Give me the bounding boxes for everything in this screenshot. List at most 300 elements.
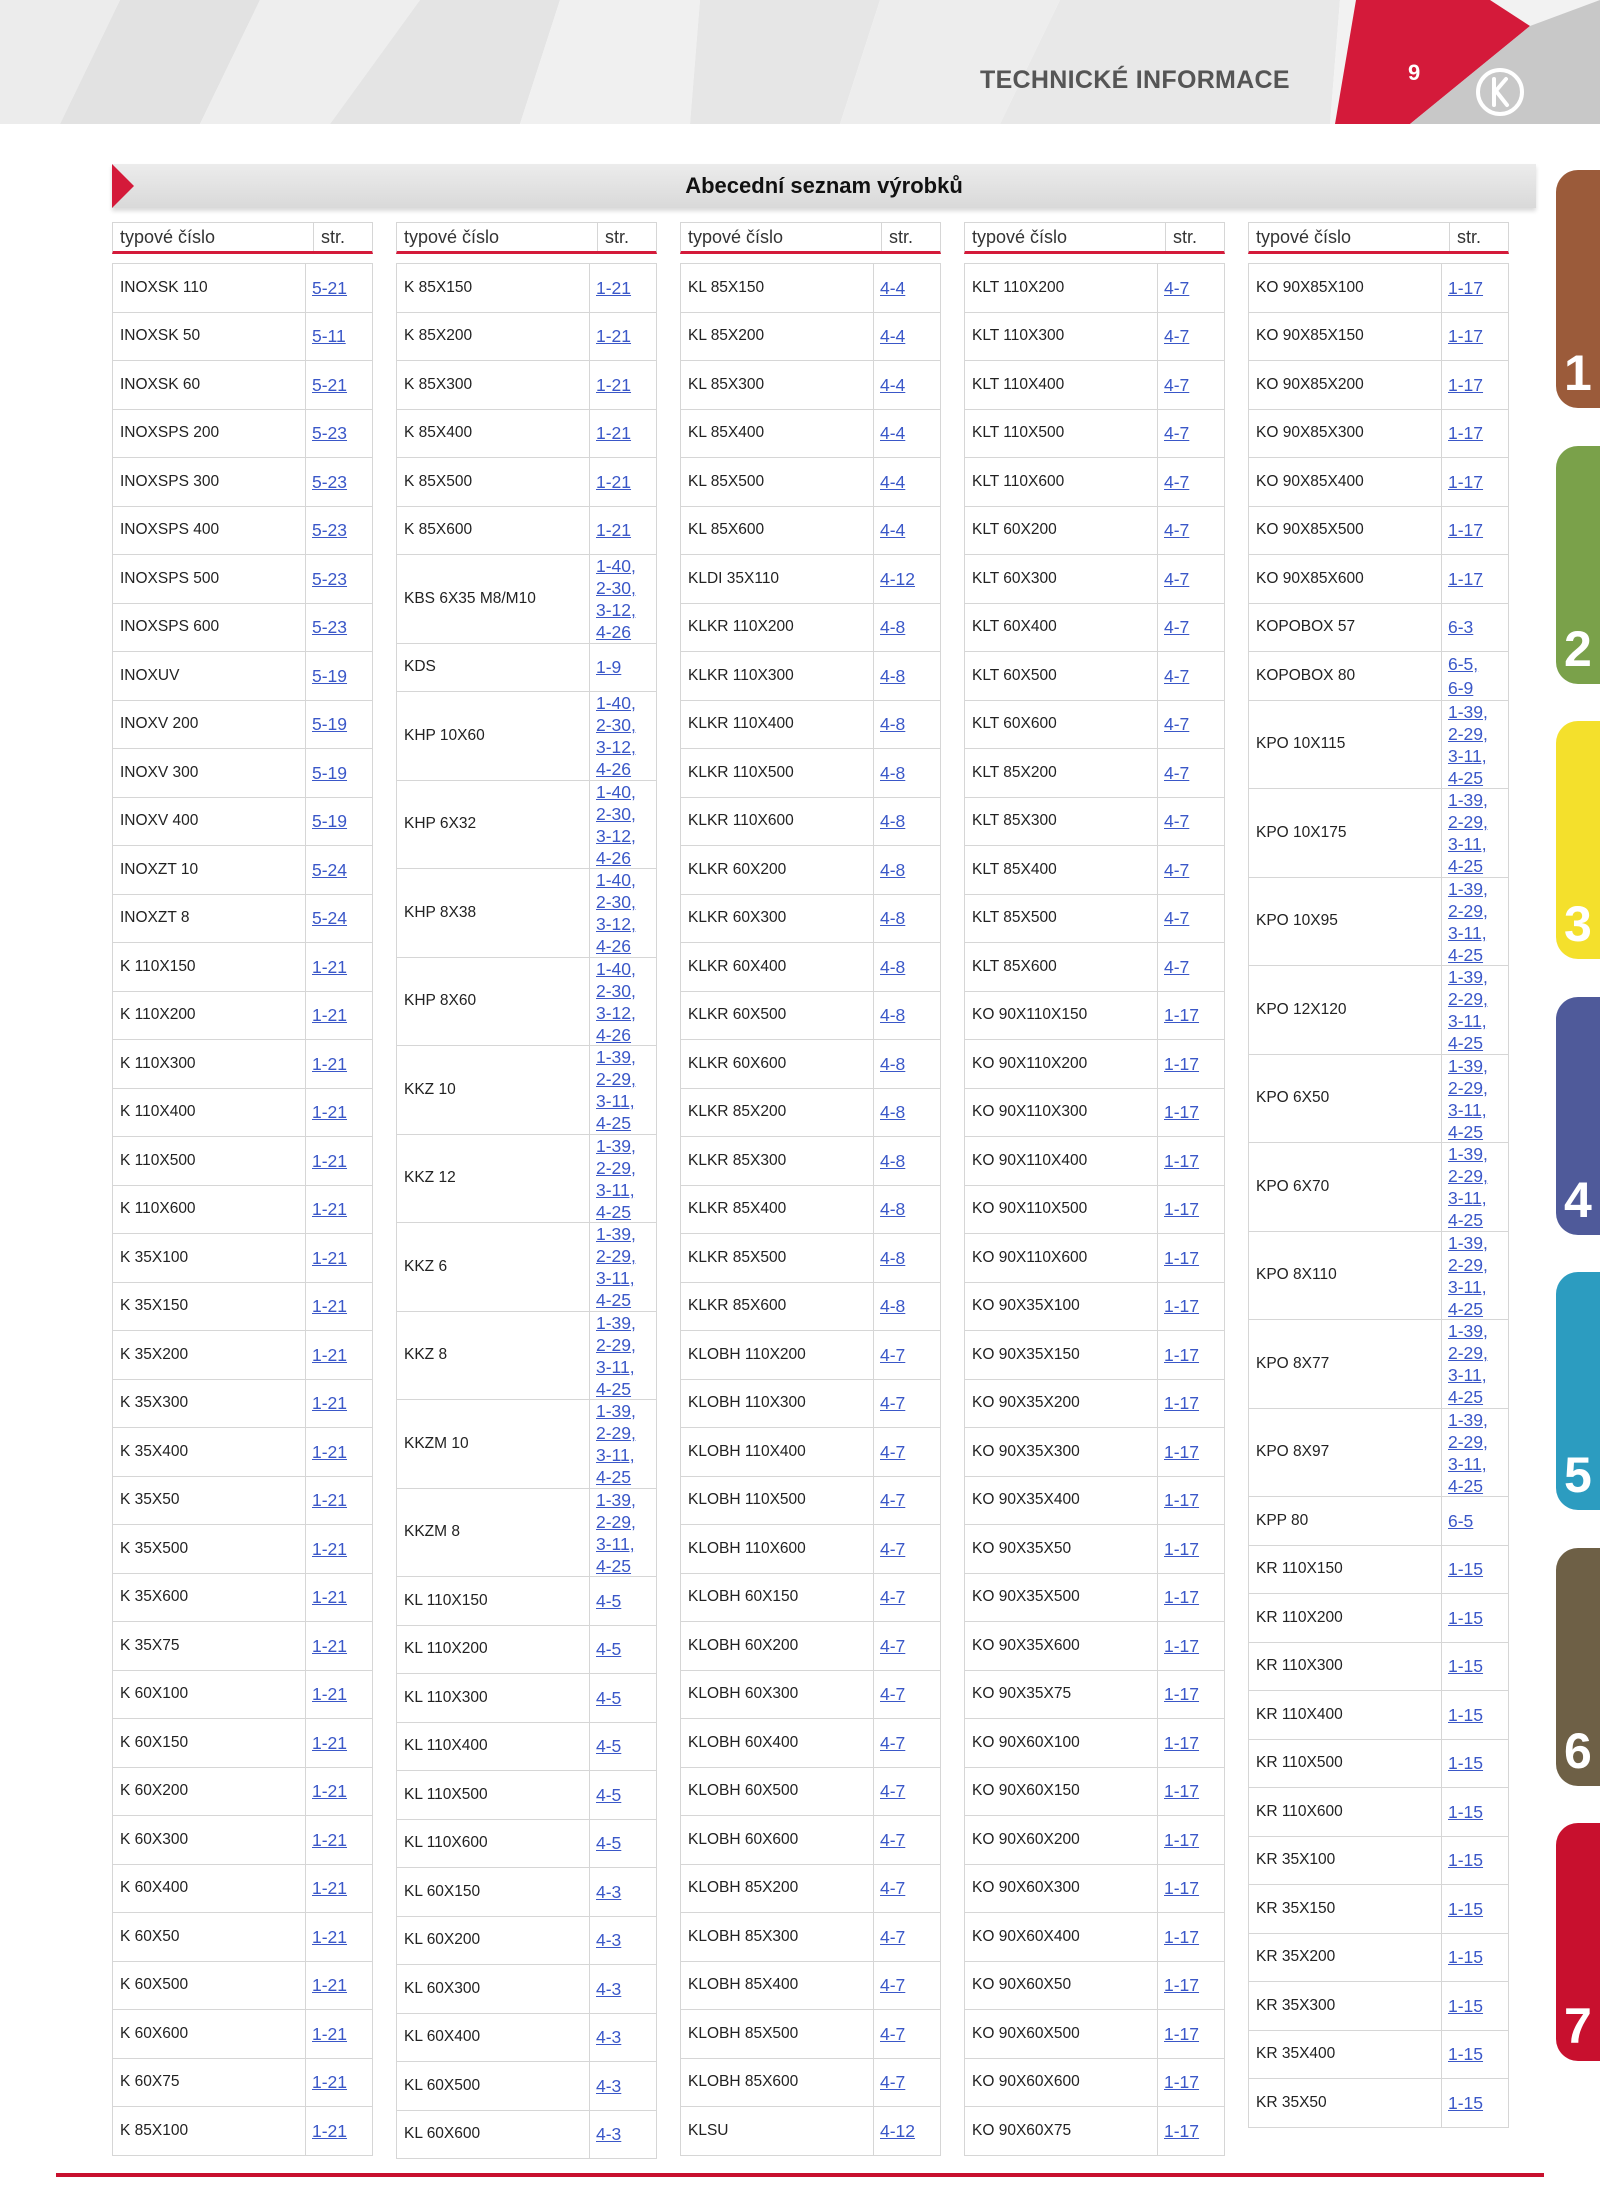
page-reference-link[interactable]: 4-8 [880,665,906,686]
page-reference-link[interactable]: 1-21 [312,1975,348,1996]
page-reference-link[interactable]: 1-21 [312,1878,348,1899]
page-reference-link[interactable]: 1-17 [1164,1732,1200,1753]
product-code: KLKR 85X200 [681,1089,874,1137]
page-reference-link[interactable]: 1-21 [312,1102,348,1123]
table-row [680,1380,941,1429]
table-row [680,555,941,604]
product-list [396,263,657,2159]
page-reference-link[interactable]: 4-7 [1164,908,1190,929]
page-reference-link[interactable]: 1-39, 2-29, 3-11, 4-25 [596,1224,636,1311]
column-header [1248,222,1509,254]
header-page-label: str. [321,227,346,247]
page-reference-link[interactable]: 1-15 [1448,1995,1484,2016]
page-reference-link[interactable]: 5-21 [312,277,348,298]
page-reference-link[interactable]: 1-21 [312,1587,348,1608]
table-row [964,1331,1225,1380]
page-reference-link[interactable]: 4-7 [1164,617,1190,638]
page-reference-link[interactable]: 1-21 [596,326,632,347]
page-reference-link[interactable]: 4-8 [880,859,906,880]
table-row [112,1865,373,1914]
page-reference-link[interactable]: 4-7 [880,1732,906,1753]
product-code: KPP 80 [1249,1497,1442,1545]
side-tab-1[interactable] [1556,170,1600,408]
product-code: K 35X400 [113,1428,306,1476]
product-code: KLOBH 85X500 [681,2010,874,2058]
page-reference-link[interactable]: 4-8 [880,1247,906,1268]
table-row [964,2010,1225,2059]
page-reference-link[interactable]: 1-39, 2-29, 3-11, 4-25 [1448,967,1488,1054]
page-reference-link[interactable]: 1-17 [1164,1587,1200,1608]
page-reference-link[interactable]: 4-3 [596,2075,622,2096]
page-reference-link[interactable]: 1-39, 2-29, 3-11, 4-25 [596,1401,636,1488]
product-code: KPO 6X50 [1249,1055,1442,1143]
page-reference-link[interactable]: 1-39, 2-29, 3-11, 4-25 [1448,1144,1488,1231]
table-row [964,1962,1225,2011]
product-code: K 60X600 [113,2010,306,2058]
page-reference-link[interactable]: 4-8 [880,1296,906,1317]
page-reference-link[interactable]: 4-7 [880,1393,906,1414]
side-tab-5[interactable] [1556,1272,1600,1510]
page-reference-link[interactable]: 4-7 [1164,326,1190,347]
product-code: KO 90X35X400 [965,1477,1158,1525]
page-reference-link[interactable]: 1-15 [1448,1947,1484,1968]
product-code: KO 90X110X600 [965,1234,1158,1282]
page-reference-link[interactable]: 1-17 [1164,1441,1200,1462]
page-reference-link[interactable]: 1-39, 2-29, 3-11, 4-25 [1448,701,1488,788]
table-row [964,1380,1225,1429]
product-code: KR 35X300 [1249,1982,1442,2030]
column-header [680,222,941,254]
table-row [680,1234,941,1283]
page-reference-link[interactable]: 1-40, 2-30, 3-12, 4-26 [596,781,636,868]
page-reference-link[interactable]: 1-21 [312,1441,348,1462]
page-reference-link[interactable]: 4-3 [596,1930,622,1951]
page-reference-link[interactable]: 4-5 [596,1736,622,1757]
product-code: KLT 110X200 [965,264,1158,312]
product-code: KO 90X60X50 [965,1962,1158,2010]
page-reference-link[interactable]: 5-24 [312,859,348,880]
table-row [680,652,941,701]
product-code: KLKR 110X300 [681,652,874,700]
page-reference-link[interactable]: 1-15 [1448,1607,1484,1628]
page-reference-link[interactable]: 4-7 [880,1587,906,1608]
page-reference-link[interactable]: 4-12 [880,2120,916,2141]
page-reference-link[interactable]: 1-15 [1448,1704,1484,1725]
page-reference-link[interactable]: 1-17 [1164,1926,1200,1947]
page-reference-link[interactable]: 4-3 [596,2027,622,2048]
table-row [964,264,1225,313]
product-code: KLOBH 85X400 [681,1962,874,2010]
page-reference-link[interactable]: 1-9 [596,657,622,678]
product-code: INOXSPS 200 [113,410,306,458]
table-row [396,869,657,958]
page-reference-link[interactable]: 1-17 [1164,2120,1200,2141]
page-reference-link[interactable]: 1-15 [1448,2092,1484,2113]
page-reference-link[interactable]: 1-17 [1164,1635,1200,1656]
table-row [1248,1788,1509,1837]
product-code: KR 110X600 [1249,1788,1442,1836]
page-reference-link[interactable]: 1-17 [1164,1829,1200,1850]
product-code: KLKR 110X200 [681,604,874,652]
page-reference-link[interactable]: 4-7 [880,1975,906,1996]
page-reference-link[interactable]: 1-21 [312,2072,348,2093]
page-reference-link[interactable]: 4-7 [880,1926,906,1947]
page-reference-link[interactable]: 1-39, 2-29, 3-11, 4-25 [596,1047,636,1134]
header-background [0,0,1600,124]
page-reference-link[interactable]: 1-21 [312,1296,348,1317]
page-reference-link[interactable]: 4-4 [880,277,906,298]
page-reference-link[interactable]: 1-15 [1448,1753,1484,1774]
page-reference-link[interactable]: 4-8 [880,1150,906,1171]
page-reference-link[interactable]: 1-15 [1448,1850,1484,1871]
page-reference-link[interactable]: 1-39, 2-29, 3-11, 4-25 [1448,1055,1488,1142]
side-tab-3[interactable] [1556,721,1600,959]
page-reference-link[interactable]: 6-5 [1448,1510,1474,1531]
product-code: KO 90X85X300 [1249,410,1442,458]
page-reference-link[interactable]: 1-21 [312,1344,348,1365]
table-row [396,410,657,459]
page-reference-link[interactable]: 1-21 [312,2023,348,2044]
product-code: KKZM 8 [397,1489,590,1577]
table-row [396,644,657,693]
table-row [680,992,941,1041]
page-reference-link[interactable]: 4-7 [880,1878,906,1899]
page-reference-link[interactable]: 6-5, 6-9 [1448,654,1479,699]
page-reference-link[interactable]: 4-7 [1164,762,1190,783]
table-row [1248,1837,1509,1886]
page-reference-link[interactable]: 4-7 [1164,665,1190,686]
page-reference-link[interactable]: 1-15 [1448,1559,1484,1580]
product-code: KLT 85X400 [965,846,1158,894]
page-reference-link[interactable]: 1-17 [1164,1878,1200,1899]
page-reference-link[interactable]: 5-19 [312,665,348,686]
page-reference-link[interactable]: 1-17 [1448,277,1484,298]
table-row [964,313,1225,362]
page-reference-link[interactable]: 1-21 [596,471,632,492]
product-code: K 60X150 [113,1719,306,1767]
table-row [396,1626,657,1675]
product-code: KL 85X300 [681,361,874,409]
page-reference-link[interactable]: 1-21 [312,1490,348,1511]
page-reference-link[interactable]: 1-17 [1448,374,1484,395]
table-row [1248,1643,1509,1692]
page-reference-link[interactable]: 4-7 [880,1829,906,1850]
product-code: KLKR 85X500 [681,1234,874,1282]
page-reference-link[interactable]: 4-7 [880,1538,906,1559]
page-reference-link[interactable]: 1-17 [1164,1975,1200,1996]
product-code: KO 90X35X200 [965,1380,1158,1428]
page-reference-link[interactable]: 1-21 [312,1247,348,1268]
page-reference-link[interactable]: 1-17 [1164,1684,1200,1705]
page-reference-link[interactable]: 5-23 [312,568,348,589]
page-reference-link[interactable]: 1-15 [1448,2044,1484,2065]
product-code: KL 110X200 [397,1626,590,1674]
product-code: KL 60X150 [397,1868,590,1916]
product-code: KR 110X300 [1249,1643,1442,1691]
page-reference-link[interactable]: 1-39, 2-29, 3-11, 4-25 [1448,1232,1488,1319]
product-code: KO 90X60X75 [965,2107,1158,2155]
table-row [964,1234,1225,1283]
page-reference-link[interactable]: 4-7 [880,1635,906,1656]
page-reference-link[interactable]: 4-7 [1164,374,1190,395]
table-row [112,604,373,653]
page-reference-link[interactable]: 5-23 [312,423,348,444]
page-reference-link[interactable]: 6-3 [1448,617,1474,638]
page-reference-link[interactable]: 1-17 [1164,1296,1200,1317]
page-reference-link[interactable]: 4-7 [1164,714,1190,735]
page-reference-link[interactable]: 1-21 [312,2120,348,2141]
page-reference-link[interactable]: 4-8 [880,1005,906,1026]
page-reference-link[interactable]: 1-40, 2-30, 3-12, 4-26 [596,958,636,1045]
page-reference-link[interactable]: 4-8 [880,956,906,977]
side-tab-7[interactable] [1556,1823,1600,2061]
product-code: KLT 110X400 [965,361,1158,409]
table-row [964,1671,1225,1720]
page-reference-link[interactable]: 4-7 [880,1684,906,1705]
product-code: K 35X75 [113,1622,306,1670]
table-row [1248,1885,1509,1934]
product-code: KO 90X60X200 [965,1816,1158,1864]
page-reference-link[interactable]: 4-8 [880,908,906,929]
page-reference-link[interactable]: 4-4 [880,423,906,444]
table-row [680,604,941,653]
product-code: KHP 6X32 [397,781,590,869]
page-reference-link[interactable]: 5-19 [312,714,348,735]
table-row [112,2107,373,2156]
product-code: INOXSK 110 [113,264,306,312]
page-reference-link[interactable]: 1-17 [1164,1247,1200,1268]
page-reference-link[interactable]: 4-7 [1164,277,1190,298]
page-reference-link[interactable]: 1-17 [1164,1053,1200,1074]
product-code: KLOBH 60X300 [681,1671,874,1719]
page-reference-link[interactable]: 1-39, 2-29, 3-11, 4-25 [596,1489,636,1576]
page-reference-link[interactable]: 4-3 [596,1978,622,1999]
page-reference-link[interactable]: 1-21 [596,277,632,298]
page-reference-link[interactable]: 1-39, 2-29, 3-11, 4-25 [596,1135,636,1222]
product-code: KL 60X600 [397,2111,590,2159]
column-header [112,222,373,254]
page-reference-link[interactable]: 4-8 [880,714,906,735]
page-reference-link[interactable]: 5-23 [312,520,348,541]
product-code: KLKR 60X500 [681,992,874,1040]
product-code: KL 110X400 [397,1723,590,1771]
page-reference-link[interactable]: 1-21 [312,956,348,977]
table-row [964,1428,1225,1477]
page-reference-link[interactable]: 1-21 [312,1538,348,1559]
page-reference-link[interactable]: 1-21 [312,1829,348,1850]
product-code: KR 110X200 [1249,1594,1442,1642]
page-reference-link[interactable]: 1-21 [312,1732,348,1753]
page-reference-link[interactable]: 5-24 [312,908,348,929]
page-reference-link[interactable]: 4-7 [880,1490,906,1511]
page-reference-link[interactable]: 5-11 [312,326,346,347]
page-reference-link[interactable]: 1-21 [596,423,632,444]
table-row [1248,701,1509,790]
page-reference-link[interactable]: 1-17 [1448,471,1484,492]
table-row [1248,264,1509,313]
table-row [1248,1497,1509,1546]
page-reference-link[interactable]: 1-17 [1164,1781,1200,1802]
page-reference-link[interactable]: 1-17 [1448,326,1484,347]
product-code: KL 110X500 [397,1771,590,1819]
page-reference-link[interactable]: 1-17 [1164,1102,1200,1123]
page-reference-link[interactable]: 1-39, 2-29, 3-11, 4-25 [1448,1321,1488,1408]
side-tab-2[interactable] [1556,446,1600,684]
page-reference-link[interactable]: 1-17 [1164,2023,1200,2044]
product-column-2 [396,222,657,2159]
table-row [112,1089,373,1138]
table-row [396,264,657,313]
table-row [964,458,1225,507]
page-reference-link[interactable]: 4-7 [1164,471,1190,492]
page-reference-link[interactable]: 1-21 [596,520,632,541]
page-reference-link[interactable]: 5-19 [312,762,348,783]
page-reference-link[interactable]: 4-3 [596,1881,622,1902]
page-reference-link[interactable]: 4-7 [880,1441,906,1462]
table-row [396,1135,657,1224]
page-reference-link[interactable]: 4-7 [1164,568,1190,589]
page-reference-link[interactable]: 1-21 [312,1684,348,1705]
page-reference-link[interactable]: 1-21 [312,1199,348,1220]
page-number: 9 [1408,60,1421,85]
page-reference-link[interactable]: 4-5 [596,1833,622,1854]
page-reference-link[interactable]: 1-17 [1164,1538,1200,1559]
header-page-label: str. [889,227,914,247]
page-reference-link[interactable]: 4-7 [880,2023,906,2044]
page-reference-link[interactable]: 4-7 [1164,859,1190,880]
table-row [964,1574,1225,1623]
product-code: KHP 8X38 [397,869,590,957]
page-reference-link[interactable]: 1-21 [312,1005,348,1026]
page-reference-link[interactable]: 5-21 [312,374,348,395]
page-reference-link[interactable]: 1-17 [1164,1150,1200,1171]
product-code: KO 90X60X100 [965,1719,1158,1767]
product-code: K 110X300 [113,1040,306,1088]
page-reference-link[interactable]: 1-17 [1164,2072,1200,2093]
table-row [1248,2079,1509,2128]
page-reference-link[interactable]: 1-17 [1164,1005,1200,1026]
page-reference-link[interactable]: 4-7 [1164,811,1190,832]
product-code: KLKR 110X400 [681,701,874,749]
page-reference-link[interactable]: 4-7 [1164,956,1190,977]
page-reference-link[interactable]: 4-4 [880,374,906,395]
table-row [680,1186,941,1235]
table-row [680,313,941,362]
page-reference-link[interactable]: 1-21 [312,1635,348,1656]
page-reference-link[interactable]: 4-7 [880,2072,906,2093]
page-reference-link[interactable]: 5-23 [312,617,348,638]
page-reference-link[interactable]: 1-39, 2-29, 3-11, 4-25 [1448,790,1488,877]
page-reference-link[interactable]: 4-3 [596,2124,622,2145]
page-reference-link[interactable]: 4-8 [880,762,906,783]
page-reference-link[interactable]: 1-39, 2-29, 3-11, 4-25 [1448,1409,1488,1496]
page-reference-link[interactable]: 1-40, 2-30, 3-12, 4-26 [596,693,636,780]
page-reference-link[interactable]: 4-5 [596,1590,622,1611]
bottom-rule [56,2173,1544,2177]
page-reference-link[interactable]: 1-15 [1448,1801,1484,1822]
page-reference-link[interactable]: 1-21 [312,1926,348,1947]
page-reference-link[interactable]: 4-8 [880,617,906,638]
page-reference-link[interactable]: 4-5 [596,1687,622,1708]
table-row [112,1525,373,1574]
page-reference-link[interactable]: 4-4 [880,520,906,541]
product-code: K 85X150 [397,264,590,312]
product-code: KLOBH 110X200 [681,1331,874,1379]
page-reference-link[interactable]: 1-17 [1448,568,1484,589]
page-reference-link[interactable]: 4-8 [880,1053,906,1074]
product-code: KO 90X110X500 [965,1186,1158,1234]
product-code: INOXSK 50 [113,313,306,361]
page-reference-link[interactable]: 4-7 [880,1781,906,1802]
page-reference-link[interactable]: 1-17 [1164,1199,1200,1220]
page-reference-link[interactable]: 1-39, 2-29, 3-11, 4-25 [1448,878,1488,965]
page-reference-link[interactable]: 1-21 [312,1150,348,1171]
page-reference-link[interactable]: 1-39, 2-29, 3-11, 4-25 [596,1312,636,1399]
table-row [964,846,1225,895]
page-reference-link[interactable]: 1-21 [312,1781,348,1802]
page-reference-link[interactable]: 1-21 [312,1393,348,1414]
table-row [680,701,941,750]
page-reference-link[interactable]: 4-4 [880,326,906,347]
page-reference-link[interactable]: 4-7 [880,1344,906,1365]
page-reference-link[interactable]: 4-8 [880,811,906,832]
page-reference-link[interactable]: 1-17 [1448,423,1484,444]
page-reference-link[interactable]: 1-40, 2-30, 3-12, 4-26 [596,556,636,643]
page-reference-link[interactable]: 4-5 [596,1639,622,1660]
product-code: KL 60X200 [397,1917,590,1965]
page-reference-link[interactable]: 4-7 [1164,520,1190,541]
table-row [964,895,1225,944]
table-row [112,1477,373,1526]
table-row [396,313,657,362]
table-row [680,1816,941,1865]
page-reference-link[interactable]: 5-23 [312,471,348,492]
table-row [1248,878,1509,967]
page-reference-link[interactable]: 5-19 [312,811,348,832]
table-row [1248,361,1509,410]
table-row [680,1622,941,1671]
product-code: KO 90X35X100 [965,1283,1158,1331]
page-reference-link[interactable]: 4-8 [880,1102,906,1123]
page-reference-link[interactable]: 4-12 [880,568,916,589]
page-reference-link[interactable]: 1-40, 2-30, 3-12, 4-26 [596,870,636,957]
page-reference-link[interactable]: 1-21 [312,1053,348,1074]
product-code: KLKR 60X600 [681,1040,874,1088]
page-reference-link[interactable]: 1-15 [1448,1898,1484,1919]
table-row [112,264,373,313]
product-code: KLOBH 110X400 [681,1428,874,1476]
page-reference-link[interactable]: 4-7 [1164,423,1190,444]
page-reference-link[interactable]: 1-15 [1448,1656,1484,1677]
product-code: KLT 85X200 [965,749,1158,797]
page-reference-link[interactable]: 4-4 [880,471,906,492]
table-row [680,846,941,895]
page-reference-link[interactable]: 4-5 [596,1784,622,1805]
page-reference-link[interactable]: 1-17 [1448,520,1484,541]
page-reference-link[interactable]: 4-8 [880,1199,906,1220]
page-reference-link[interactable]: 1-17 [1164,1344,1200,1365]
table-row [680,361,941,410]
side-tab-6[interactable] [1556,1548,1600,1786]
page-reference-link[interactable]: 1-17 [1164,1490,1200,1511]
product-list [680,263,941,2156]
product-code: K 110X500 [113,1137,306,1185]
side-tab-4[interactable] [1556,997,1600,1235]
product-code: K 110X400 [113,1089,306,1137]
page-reference-link[interactable]: 1-17 [1164,1393,1200,1414]
page-reference-link[interactable]: 1-21 [596,374,632,395]
product-code: KO 90X35X50 [965,1525,1158,1573]
